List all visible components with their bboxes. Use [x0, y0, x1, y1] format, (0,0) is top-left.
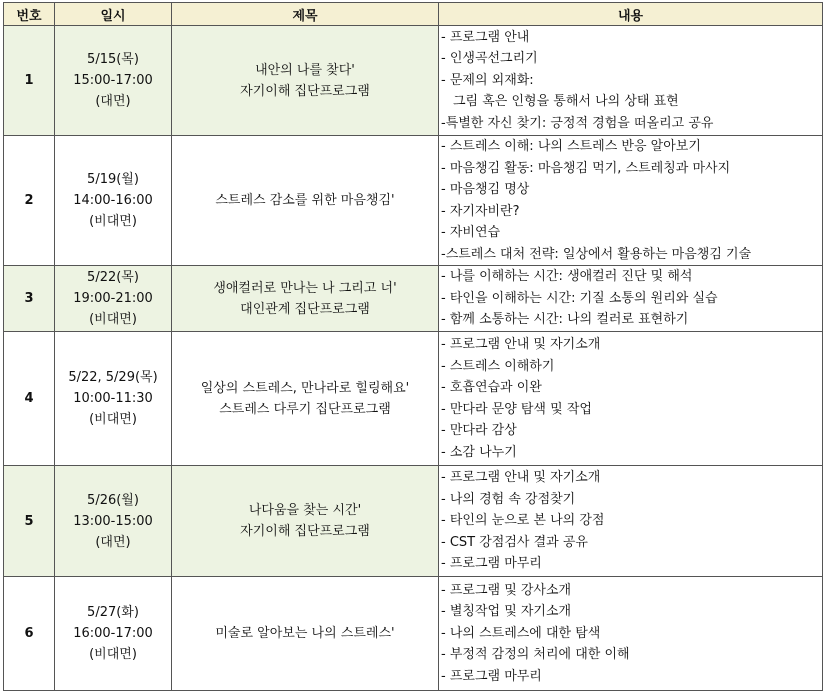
row-number: 2	[4, 136, 55, 266]
date-line: 5/22(목)	[87, 270, 139, 285]
content-item: - 자기자비란?	[441, 203, 520, 219]
content-item: - 프로그램 안내 및 자기소개	[441, 470, 601, 486]
row-date-cell	[55, 466, 172, 577]
row-number: 4	[4, 332, 55, 466]
program-schedule-table	[3, 2, 823, 691]
content-item: - 별칭작업 및 자기소개	[441, 604, 572, 620]
content-item: - 프로그램 마무리	[441, 668, 542, 684]
title-line: 대인관계 집단프로그램	[240, 301, 370, 317]
content-item: - 마음챙김 명상	[441, 182, 530, 197]
row-content-cell	[439, 26, 823, 136]
title-line: 나다움을 찾는 시간'	[248, 503, 362, 518]
header-date: 일시	[55, 3, 172, 26]
title-line: 스트레스 다루기 집단프로그램	[219, 401, 391, 417]
row-number: 3	[4, 266, 55, 332]
row-content-cell	[439, 332, 823, 466]
date-line: 10:00-11:30	[73, 391, 153, 406]
row-content-cell	[439, 136, 823, 266]
date-line: 5/27(화)	[87, 605, 139, 620]
content-item: - 프로그램 마무리	[441, 556, 542, 572]
title-line: 미술로 알아보는 나의 스트레스'	[215, 626, 395, 641]
date-line: 13:00-15:00	[73, 513, 153, 529]
header-title: 제목	[172, 3, 439, 26]
content-item: - 타인의 눈으로 본 나의 강점	[441, 513, 605, 529]
row-content-cell	[439, 577, 823, 691]
row-number: 5	[4, 466, 55, 577]
row-date-cell	[55, 332, 172, 466]
table-row	[4, 466, 823, 577]
row-date-cell	[55, 266, 172, 332]
table-row	[4, 26, 823, 136]
title-line: 생애컬러로 만나는 나 그리고 너'	[213, 280, 397, 296]
content-item: - 타인을 이해하는 시간: 기질 소통의 원리와 실습	[441, 290, 718, 306]
content-item: - 호흡연습과 이완	[441, 380, 542, 395]
content-item: 그림 혹은 인형을 통해서 나의 상태 표현	[453, 94, 679, 110]
content-item: - 나를 이해하는 시간: 생애컬러 진단 및 해석	[441, 269, 693, 285]
table-row	[4, 136, 823, 266]
date-line: (대면)	[95, 94, 131, 109]
row-title-cell	[172, 332, 439, 466]
title-line: 일상의 스트레스, 만나라로 힐링해요'	[200, 380, 410, 396]
content-item: -특별한 자신 찾기: 긍정적 경험을 떠올리고 공유	[441, 115, 714, 131]
row-number: 1	[4, 26, 55, 136]
content-item: - 스트레스 이해: 나의 스트레스 반응 알아보기	[441, 139, 701, 154]
header-num: 번호	[4, 3, 55, 26]
row-date-cell	[55, 577, 172, 691]
content-item: - 스트레스 이해하기	[441, 358, 555, 374]
row-content-cell	[439, 266, 823, 332]
date-line: (비대면)	[89, 647, 137, 662]
title-line: 내안의 나를 찾다'	[255, 62, 355, 78]
date-line: 5/19(월)	[87, 172, 139, 187]
date-line: 14:00-16:00	[73, 193, 153, 208]
content-item: - 프로그램 안내	[441, 29, 530, 45]
content-item: - 나의 스트레스에 대한 탐색	[441, 625, 601, 641]
row-title-cell	[172, 136, 439, 266]
date-line: 5/22, 5/29(목)	[68, 370, 158, 385]
content-item: - 마음챙김 활동: 마음챙김 먹기, 스트레칭과 마사지	[441, 160, 731, 176]
content-item: - 나의 경험 속 강점찾기	[441, 491, 576, 507]
content-item: - 소감 나누기	[441, 444, 517, 460]
date-line: 16:00-17:00	[73, 626, 153, 641]
content-item: - 부정적 감정의 처리에 대한 이해	[441, 647, 630, 663]
row-title-cell	[172, 26, 439, 136]
content-item: -스트레스 대처 전략: 일상에서 활용하는 마음챙김 기술	[441, 246, 752, 262]
row-title-cell	[172, 577, 439, 691]
table-row	[4, 332, 823, 466]
row-title-cell	[172, 266, 439, 332]
header-row	[4, 3, 823, 26]
date-line: (비대면)	[89, 312, 137, 327]
date-line: 5/26(월)	[87, 492, 139, 508]
title-line: 스트레스 감소를 위한 마음챙김'	[215, 193, 395, 208]
date-line: 19:00-21:00	[73, 291, 153, 306]
date-line: (대면)	[95, 534, 131, 550]
content-item: - 자비연습	[441, 225, 501, 240]
content-item: - 인생곡선그리기	[441, 51, 538, 67]
content-item: - 문제의 외재화:	[441, 72, 534, 88]
row-number: 6	[4, 577, 55, 691]
table-row	[4, 577, 823, 691]
date-line: (비대면)	[89, 214, 137, 229]
content-item: - CST 강점검사 결과 공유	[441, 534, 588, 550]
content-item: - 함께 소통하는 시간: 나의 컬러로 표현하기	[441, 312, 689, 328]
title-line: 자기이해 집단프로그램	[240, 524, 370, 539]
row-title-cell	[172, 466, 439, 577]
row-content-cell	[439, 466, 823, 577]
content-item: - 만다라 감상	[441, 423, 517, 438]
title-line: 자기이해 집단프로그램	[240, 83, 370, 99]
content-item: - 만다라 문양 탐색 및 작업	[441, 401, 592, 417]
row-date-cell	[55, 136, 172, 266]
date-line: 5/15(목)	[87, 52, 139, 67]
header-content: 내용	[439, 3, 823, 26]
row-date-cell	[55, 26, 172, 136]
table-row	[4, 266, 823, 332]
date-line: 15:00-17:00	[73, 73, 153, 88]
date-line: (비대면)	[89, 412, 137, 427]
content-item: - 프로그램 안내 및 자기소개	[441, 337, 601, 352]
content-item: - 프로그램 및 강사소개	[441, 582, 572, 598]
